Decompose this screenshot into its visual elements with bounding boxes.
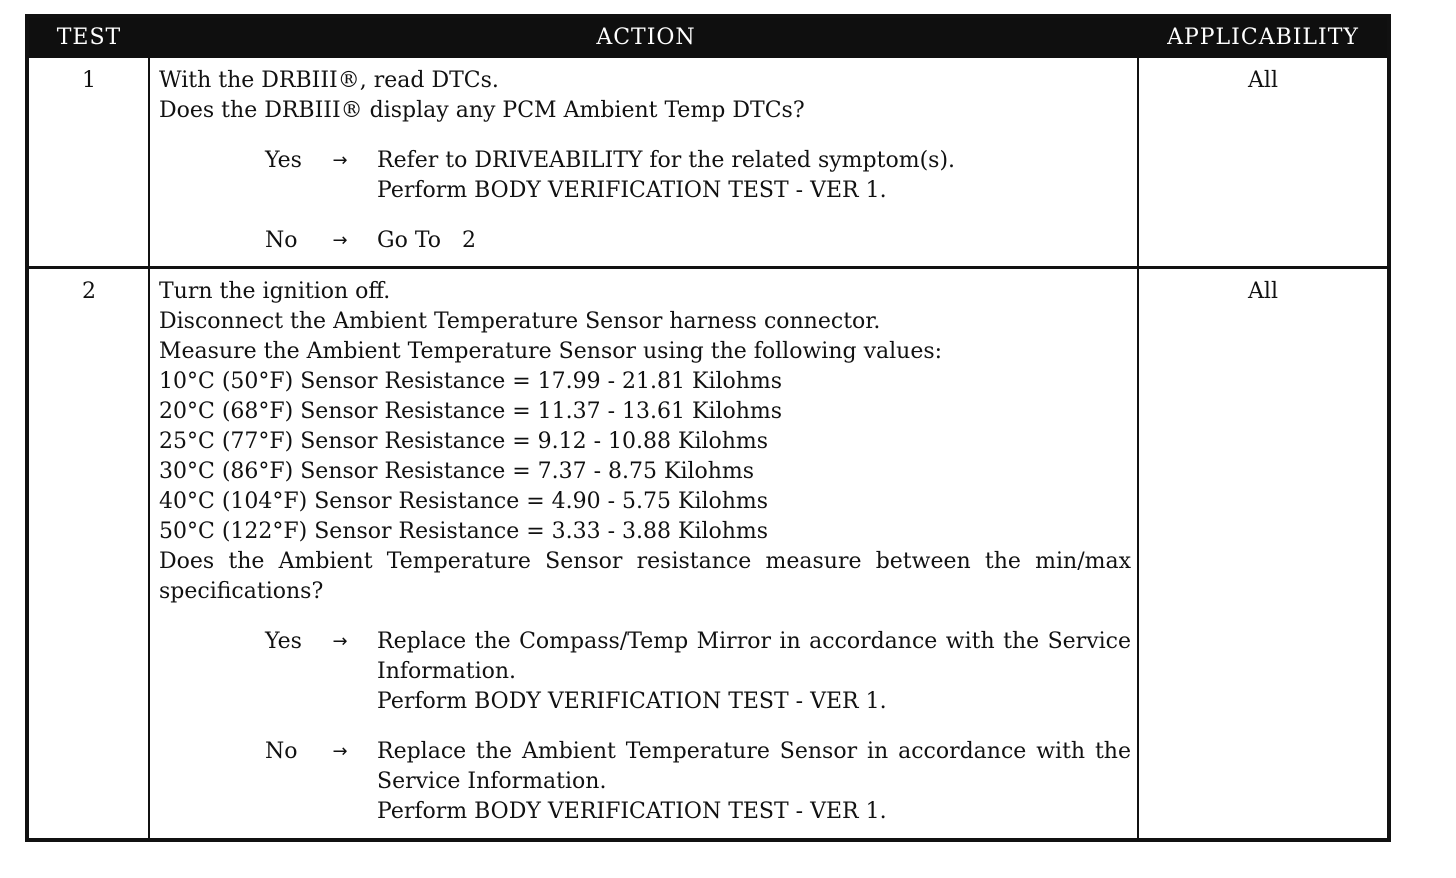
action-cell xyxy=(159,66,1131,256)
table-row xyxy=(29,58,1387,269)
instruction-line: Turn the ignition off. xyxy=(159,279,391,304)
applicability-value: All xyxy=(1248,68,1278,93)
yes-label: Yes xyxy=(265,148,302,173)
arrow-right-icon: → xyxy=(332,230,348,251)
header-applicability: APPLICABILITY xyxy=(1167,25,1359,50)
header-action: ACTION xyxy=(596,25,696,50)
instruction-line: Does the DRBIII® display any PCM Ambient Temp DTCs? xyxy=(159,98,805,123)
resistance-spec-line: 20°C (68°F) Sensor Resistance = 11.37 - 13.61 Kilohms xyxy=(159,399,783,424)
header-test: TEST xyxy=(56,25,122,50)
arrow-right-icon: → xyxy=(332,150,348,171)
no-label: No xyxy=(265,228,298,253)
diagnostic-test-table xyxy=(25,14,1391,842)
test-number: 2 xyxy=(82,279,96,304)
test-number: 1 xyxy=(82,68,96,93)
no-line: Perform BODY VERIFICATION TEST - VER 1. xyxy=(377,799,887,824)
resistance-spec-line: 30°C (86°F) Sensor Resistance = 7.37 - 8.75 Kilohms xyxy=(159,459,755,484)
yes-line: Perform BODY VERIFICATION TEST - VER 1. xyxy=(377,178,887,203)
yes-answer xyxy=(265,146,1131,206)
yes-label: Yes xyxy=(265,629,302,654)
instruction-line: With the DRBIII®, read DTCs. xyxy=(159,68,499,93)
no-label: No xyxy=(265,739,298,764)
resistance-spec-line: 25°C (77°F) Sensor Resistance = 9.12 - 10.88 Kilohms xyxy=(159,429,769,454)
resistance-spec-line: 40°C (104°F) Sensor Resistance = 4.90 - 5.75 Kilohms xyxy=(159,489,769,514)
arrow-right-icon: → xyxy=(332,741,348,762)
resistance-spec-line: 10°C (50°F) Sensor Resistance = 17.99 - 21.81 Kilohms xyxy=(159,369,783,394)
instruction-line: Disconnect the Ambient Temperature Sensor harness connector. xyxy=(159,309,881,334)
table-row xyxy=(29,269,1387,838)
yes-answer xyxy=(265,627,1131,717)
yes-line: Replace the Compass/Temp Mirror in accordance with the Service Information. xyxy=(377,629,1131,684)
resistance-spec-line: 50°C (122°F) Sensor Resistance = 3.33 - 3.88 Kilohms xyxy=(159,519,769,544)
no-answer xyxy=(265,226,1131,256)
applicability-value: All xyxy=(1248,279,1278,304)
yes-line: Perform BODY VERIFICATION TEST - VER 1. xyxy=(377,689,887,714)
yes-line: Refer to DRIVEABILITY for the related symptom(s). xyxy=(377,148,956,173)
table-header xyxy=(29,18,1387,58)
arrow-right-icon: → xyxy=(332,631,348,652)
no-answer xyxy=(265,737,1131,827)
action-cell xyxy=(159,277,1131,827)
question-text: Does the Ambient Temperature Sensor resistance measure between the min/max specifications? xyxy=(159,549,1131,604)
no-line: Replace the Ambient Temperature Sensor in accordance with the Service Information. xyxy=(377,739,1131,794)
no-line: Go To 2 xyxy=(377,228,476,253)
instruction-line: Measure the Ambient Temperature Sensor using the following values: xyxy=(159,339,943,364)
